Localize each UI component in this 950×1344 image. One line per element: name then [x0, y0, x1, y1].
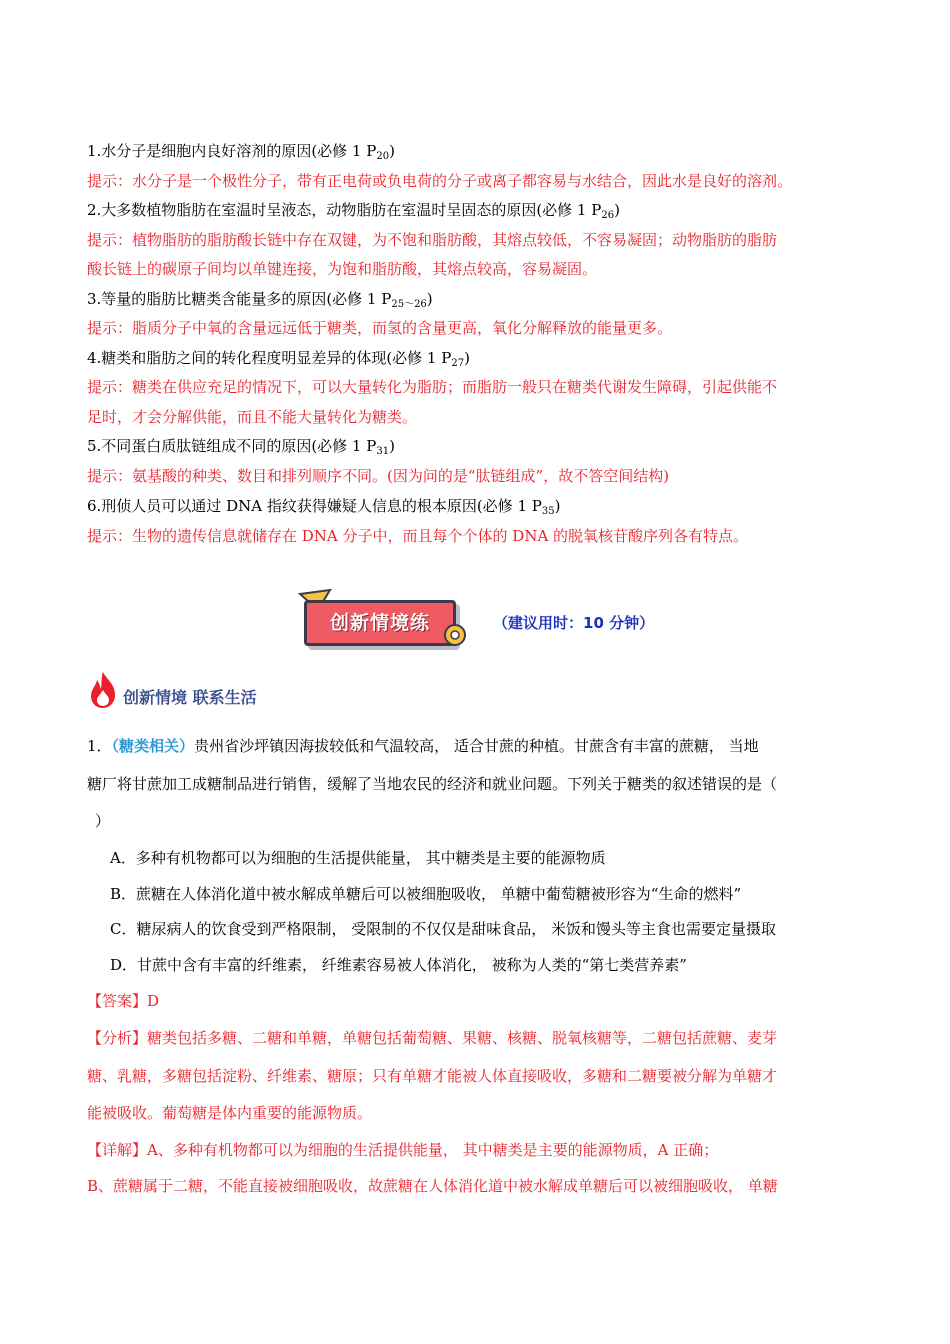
question-stem-line1: 1．（糖类相关）贵州省沙坪镇因海拔较低和气温较高， 适合甘蔗的种植。甘蔗含有丰富的蔗糖， 当地	[87, 737, 759, 755]
prompt-5-question: 5.不同蛋白质肽链组成不同的原因(必修 1 $P_{31}$)	[87, 437, 395, 457]
prompt-2-hint-line1: 提示：植物脂肪的脂肪酸长链中存在双键，为不饱和脂肪酸，其熔点较低，不容易凝固；动物脂肪的脂肪	[87, 231, 778, 249]
analysis-line3: 能被吸收。葡萄糖是体内重要的能源物质。	[87, 1104, 373, 1122]
option-b: B．蔗糖在人体消化道中被水解成单糖后可以被细胞吸收， 单糖中葡萄糖被形容为“生命的燃料”	[110, 885, 742, 903]
prompt-2-question: 2.大多数植物脂肪在室温时呈液态，动物脂肪在室温时呈固态的原因(必修 1 $P_{26}$)	[87, 201, 620, 221]
question-stem-line2: 糖厂将甘蔗加工成糖制品进行销售，缓解了当地农民的经济和就业问题。下列关于糖类的叙述错误的是（	[87, 775, 778, 793]
ring-badge-icon	[440, 620, 470, 650]
flame-icon	[87, 670, 119, 710]
prompt-4-hint-line2: 足时，才会分解供能，而且不能大量转化为糖类。	[87, 408, 418, 426]
option-a: A．多种有机物都可以为细胞的生活提供能量， 其中糖类是主要的能源物质	[110, 849, 606, 867]
prompt-6-hint: 提示：生物的遗传信息就储存在 DNA 分子中，而且每个个体的 DNA 的脱氧核苷酸序列各有特点。	[87, 527, 749, 545]
prompt-3-question: 3.等量的脂肪比糖类含能量多的原因(必修 1 $P_{25\sim 26}$)	[87, 290, 433, 310]
analysis-line1: 【分析】糖类包括多糖、二糖和单糖，单糖包括葡萄糖、果糖、核糖、脱氧核糖等，二糖包括蔗糖、麦芽	[87, 1029, 778, 1047]
prompt-6-question: 6.刑侦人员可以通过 DNA 指纹获得嫌疑人信息的根本原因(必修 1 $P_{35}$)	[87, 497, 561, 517]
detail-line2: B、蔗糖属于二糖，不能直接被细胞吸收，故蔗糖在人体消化道中被水解成单糖后可以被细胞吸收， 单糖	[87, 1177, 778, 1195]
question-tag: （糖类相关）	[111, 737, 195, 755]
banner-box	[304, 600, 456, 646]
prompt-4-question: 4.糖类和脂肪之间的转化程度明显差异的体现(必修 1 $P_{27}$)	[87, 349, 470, 369]
prompt-5-hint: 提示：氨基酸的种类、数目和排列顺序不同。(因为问的是“肽链组成”，故不答空间结构)	[87, 467, 670, 485]
option-c: C．糖尿病人的饮食受到严格限制， 受限制的不仅仅是甜味食品， 米饭和馒头等主食也需要定量摄取	[110, 920, 777, 938]
prompt-4-hint-line1: 提示：糖类在供应充足的情况下，可以大量转化为脂肪；而脂肪一般只在糖类代谢发生障碍，引起供能不	[87, 378, 778, 396]
question-stem-line3: ）	[95, 812, 111, 830]
prompt-1-hint: 提示：水分子是一个极性分子，带有正电荷或负电荷的分子或离子都容易与水结合，因此水是良好的溶剂。	[87, 172, 793, 190]
prompt-2-hint-line2: 酸长链上的碳原子间均以单键连接，为饱和脂肪酸，其熔点较高，容易凝固。	[87, 260, 598, 278]
suggested-time: （建议用时：10 分钟）	[493, 614, 655, 632]
analysis-line2: 糖、乳糖，多糖包括淀粉、纤维素、糖原；只有单糖才能被人体直接吸收，多糖和二糖要被分解为单糖才	[87, 1067, 778, 1085]
option-d: D．甘蔗中含有丰富的纤维素， 纤维素容易被人体消化， 被称为人类的“第七类营养素”	[110, 956, 687, 974]
detail-line1: 【详解】A、多种有机物都可以为细胞的生活提供能量， 其中糖类是主要的能源物质，A 正确；	[87, 1141, 719, 1159]
prompt-1-question: 1.水分子是细胞内良好溶剂的原因(必修 1 $P_{20}$)	[87, 142, 395, 162]
practice-banner	[296, 588, 676, 652]
section-title: 创新情境 联系生活	[123, 688, 257, 707]
prompt-3-hint: 提示：脂质分子中氧的含量远远低于糖类，而氢的含量更高，氧化分解释放的能量更多。	[87, 319, 673, 337]
banner-title: 创新情境练	[329, 612, 430, 634]
answer: 【答案】D	[87, 992, 160, 1010]
